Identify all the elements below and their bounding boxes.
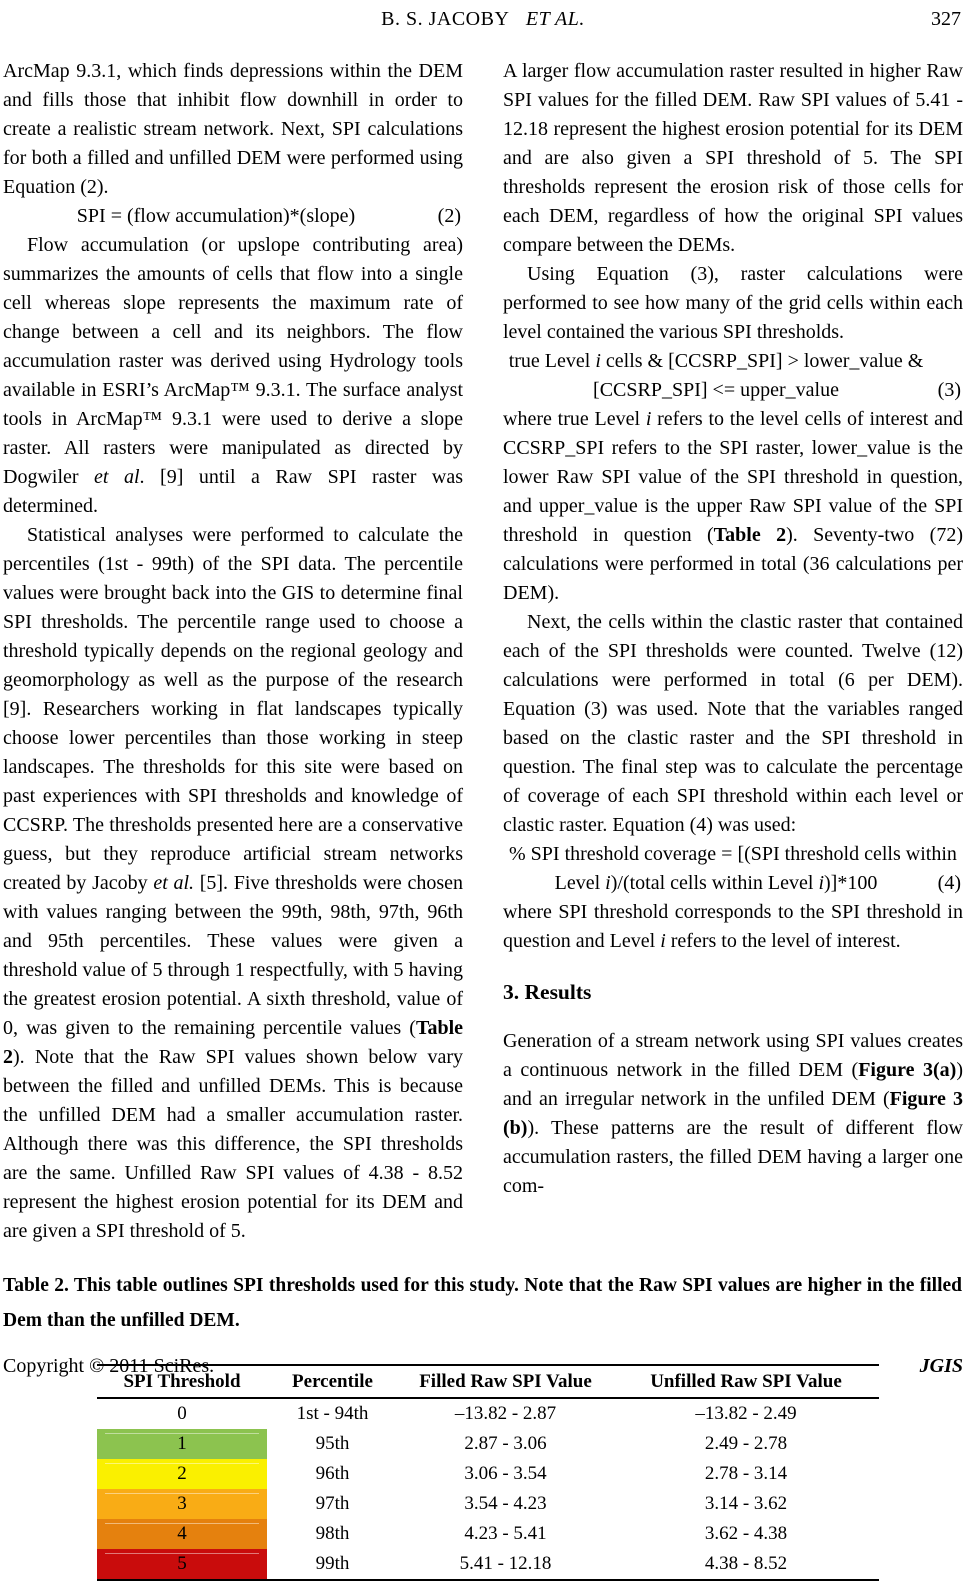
cell-filled: 3.06 - 3.54 <box>464 1463 547 1484</box>
paragraph: where true Level i refers to the level cells of interest and CCSRP_SPI refers to the SPI raster, lower_value is the lower Raw SPI value of the SPI threshold in question, and upper_value is the upper Raw SPI value of the SPI threshold in question (Table 2). Seventy-two (72) calculations were performed in total (36 calculations per DEM). <box>503 408 963 604</box>
cell-unfilled: 2.78 - 3.14 <box>704 1463 788 1484</box>
running-author: B. S. JACOBY <box>381 8 510 30</box>
col-header-percentile: Percentile <box>267 1365 398 1398</box>
table-row <box>97 1459 879 1489</box>
cell-threshold: 3 <box>97 1489 267 1519</box>
equation-body: Level i)/(total cells within Level i)]*100 <box>554 872 878 894</box>
paragraph: Next, the cells within the clastic raster that contained each of the SPI thresholds were counted. Twelve (12) calculations were performed in total (6 per DEM). Equation (3) was used. Note that the variables ranged based on the clastic raster and the SPI threshold in question. The final step was to calculate the percentage of coverage of each SPI threshold within each level or clastic raster. Equation (4) was used: <box>503 611 963 836</box>
cell-filled: 4.23 - 5.41 <box>464 1523 547 1544</box>
equation-3-line1 <box>503 347 963 376</box>
page-footer <box>3 1355 963 1378</box>
right-column <box>503 57 963 1246</box>
equation-number: (3) <box>937 379 961 401</box>
cell-percentile: 98th <box>315 1523 350 1544</box>
paragraph: where SPI threshold corresponds to the SPI threshold in question and Level i refers to the level of interest. <box>503 901 963 952</box>
cell-threshold: 2 <box>97 1459 267 1489</box>
equation-4-line1 <box>503 840 963 869</box>
table-row <box>97 1429 879 1459</box>
table-2 <box>97 1364 879 1581</box>
col-header-filled: Filled Raw SPI Value <box>398 1365 613 1398</box>
left-column <box>3 57 463 1246</box>
body-columns <box>3 57 963 1246</box>
cell-percentile: 96th <box>315 1463 350 1484</box>
table-row <box>97 1549 879 1580</box>
table-row <box>97 1519 879 1549</box>
cell-threshold: 0 <box>177 1403 187 1424</box>
paragraph: ArcMap 9.3.1, which finds depressions within the DEM and fills those that inhibit flow downhill in order to create a realistic stream network. Next, SPI calculations for both a filled and unfilled DEM were performed using Equation (2). <box>3 60 463 198</box>
cell-unfilled: 4.38 - 8.52 <box>704 1553 788 1574</box>
paragraph: A larger flow accumulation raster resulted in higher Raw SPI values for the filled DEM. Raw SPI values of 5.41 - 12.18 represent the highest erosion potential for its DEM and are also given a SPI threshold of 5. The SPI thresholds represent the erosion risk of those cells for each DEM, regardless of how the original SPI values compare between the DEMs. <box>503 60 963 256</box>
cell-filled: 5.41 - 12.18 <box>459 1553 552 1574</box>
equation-body: SPI = (flow accumulation)*(slope) <box>76 205 356 227</box>
cell-unfilled: 2.49 - 2.78 <box>704 1433 788 1454</box>
cell-percentile: 95th <box>315 1433 350 1454</box>
cell-filled: 3.54 - 4.23 <box>464 1493 547 1514</box>
cell-filled: –13.82 - 2.87 <box>454 1403 557 1424</box>
col-header-unfilled: Unfilled Raw SPI Value <box>613 1365 879 1398</box>
running-title <box>3 8 963 31</box>
cell-percentile: 1st - 94th <box>296 1403 369 1424</box>
paragraph: Generation of a stream network using SPI values creates a continuous network in the filled DEM (Figure 3(a)) and an irregular network in the unfiled DEM (Figure 3 (b)). These patterns are the result of different flow accumulation rasters, the filled DEM having a larger one com- <box>503 1030 963 1197</box>
equation-body: true Level i cells & [CCSRP_SPI] > lower_value & <box>508 350 924 372</box>
col-header-spi-threshold: SPI Threshold <box>97 1365 267 1398</box>
cell-unfilled: 3.14 - 3.62 <box>704 1493 788 1514</box>
running-et-al: ET AL. <box>525 8 585 30</box>
cell-filled: 2.87 - 3.06 <box>464 1433 547 1454</box>
copyright-text: Copyright © 2011 SciRes. <box>3 1355 215 1377</box>
paragraph: Flow accumulation (or upslope contributing area) summarizes the amounts of cells that flow into a single cell whereas slope represents the maximum rate of change between a cell and its neighbors. The flow accumulation raster was derived using Hydrology tools available in ESRI’s ArcMap™ 9.3.1. The surface analyst tools in ArcMap™ 9.3.1 were used to derive a slope raster. All rasters were manipulated as directed by Dogwiler et al. [9] until a Raw SPI raster was determined. <box>3 234 463 517</box>
running-header <box>3 8 963 38</box>
equation-2 <box>3 202 463 231</box>
cell-threshold: 4 <box>97 1519 267 1549</box>
equation-4-line2 <box>503 869 963 898</box>
equation-body: [CCSRP_SPI] <= upper_value <box>593 379 839 401</box>
equation-number: (2) <box>437 205 461 227</box>
section-heading-results: 3. Results <box>503 980 592 1004</box>
cell-threshold: 1 <box>97 1429 267 1459</box>
page-number: 327 <box>931 8 961 30</box>
cell-percentile: 99th <box>315 1553 350 1574</box>
cell-unfilled: –13.82 - 2.49 <box>695 1403 797 1424</box>
cell-unfilled: 3.62 - 4.38 <box>704 1523 788 1544</box>
paragraph: Using Equation (3), raster calculations were performed to see how many of the grid cells within each level contained the various SPI thresholds. <box>503 263 963 343</box>
equation-number: (4) <box>937 872 961 894</box>
equation-3-line2 <box>503 376 963 405</box>
paragraph: Statistical analyses were performed to calculate the percentiles (1st - 99th) of the SPI data. The percentile values were brought back into the GIS to determine final SPI thresholds. The percentile range used to choose a threshold typically depends on the regional geology and geomorphology as well as the purpose of the research [9]. Researchers working in flat landscapes typically choose lower percentiles than those working in steep landscapes. The thresholds for this site were based on past experiences with SPI thresholds and knowledge of CCSRP. The thresholds presented here are a conservative guess, but they reproduce artificial stream networks created by Jacoby et al. [5]. Five thresholds were chosen with values ranging between the 99th, 98th, 97th, 96th and 95th percentiles. These values were given a threshold value of 5 through 1 respectfully, with 5 having the greatest erosion potential. A sixth threshold, value of 0, was given to the remaining percentile values (Table 2). Note that the Raw SPI values shown below vary between the filled and unfilled DEMs. This is because the unfilled DEM had a smaller accumulation raster. Although there was this difference, the SPI thresholds are the same. Unfilled Raw SPI values of 4.38 - 8.52 represent the highest erosion potential for its DEM and are given a SPI threshold of 5. <box>3 524 463 1242</box>
cell-percentile: 97th <box>315 1493 350 1514</box>
table-caption: Table 2. This table outlines SPI thresholds used for this study. Note that the Raw SPI values are higher in the filled Dem than the unfilled DEM. <box>3 1275 962 1331</box>
cell-threshold: 5 <box>97 1549 267 1580</box>
table-row <box>97 1489 879 1519</box>
journal-abbrev: JGIS <box>919 1355 963 1377</box>
table-row <box>97 1398 879 1429</box>
equation-body: % SPI threshold coverage = [(SPI threshold cells within <box>509 843 957 865</box>
